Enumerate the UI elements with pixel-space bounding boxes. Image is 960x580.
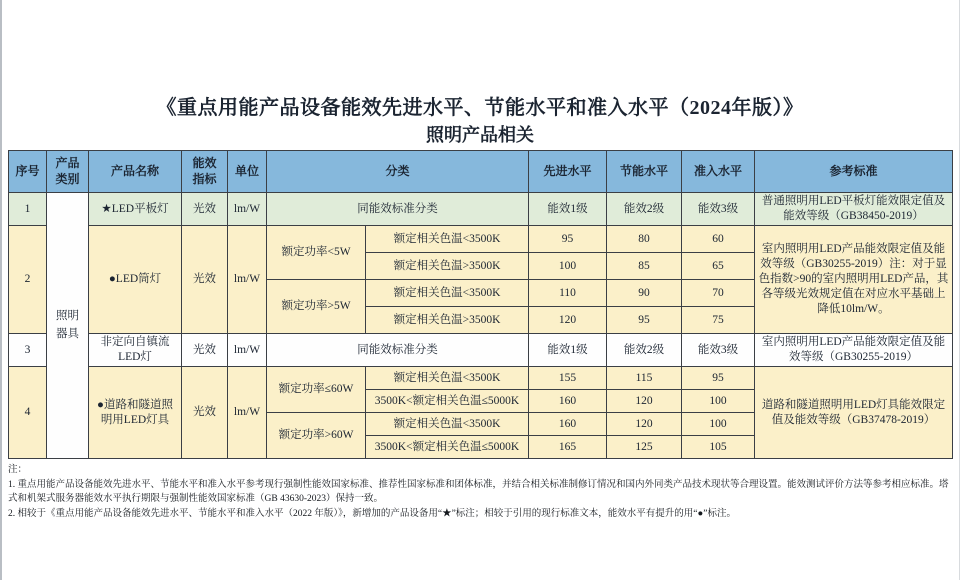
footnotes: [8, 463, 954, 521]
cell-advanced-value: 100: [529, 253, 607, 280]
cell-cct-range: 额定相关色温>3500K: [366, 253, 529, 280]
cell-reference-standard: 道路和隧道照明用LED灯具能效限定值及能效等级（GB37478-2019）: [755, 367, 953, 459]
cell-entry-value: 105: [682, 436, 755, 459]
cell-classification: 同能效标准分类: [267, 193, 529, 226]
screen-left-edge: [0, 0, 2, 580]
cell-cct-range: 额定相关色温>3500K: [366, 307, 529, 334]
document-title-line1: 《重点用能产品设备能效先进水平、节能水平和准入水平（2024年版）》: [156, 97, 804, 119]
cell-advanced-value: 155: [529, 367, 607, 390]
product-category-label: 照明器具: [56, 310, 79, 340]
cell-saving-value: 115: [607, 367, 682, 390]
cell-power-group: 额定功率≤60W: [267, 367, 366, 413]
header-seq: 序号: [9, 151, 47, 193]
cell-entry-value: 100: [682, 390, 755, 413]
table-header-row: [9, 151, 953, 193]
cell-saving-value: 95: [607, 307, 682, 334]
cell-power-group: 额定功率<5W: [267, 226, 366, 280]
footnote-item-2: 2. 相较于《重点用能产品设备能效先进水平、节能水平和准入水平（2022 年版）》，新增加的产品设备用“★”标注；相较于引用的现行标准文本，能效水平有提升的用“●”标注。: [8, 508, 736, 519]
cell-saving-value: 能效2级: [607, 334, 682, 367]
cell-product-category: [47, 193, 89, 459]
cell-advanced-value: 95: [529, 226, 607, 253]
header-advanced-level: 先进水平: [529, 151, 607, 193]
cell-entry-value: 能效3级: [682, 334, 755, 367]
cell-advanced-value: 110: [529, 280, 607, 307]
cell-seq: 1: [9, 193, 47, 226]
cell-cct-range: 额定相关色温<3500K: [366, 226, 529, 253]
cell-cct-range: 额定相关色温<3500K: [366, 367, 529, 390]
table-row: [9, 334, 953, 367]
cell-product-name: ●道路和隧道照明用LED灯具: [89, 367, 182, 459]
cell-cct-range: 额定相关色温<3500K: [366, 413, 529, 436]
cell-reference-standard: 室内照明用LED产品能效限定值及能效等级（GB30255-2019）: [755, 334, 953, 367]
cell-power-group: 额定功率>60W: [267, 413, 366, 459]
cell-seq: 3: [9, 334, 47, 367]
document-title: [0, 94, 960, 148]
footnote-item-1: 1. 重点用能产品设备能效先进水平、节能水平和准入水平参考现行强制性能效国家标准、推荐性国家标准和团体标准，并结合相关标准制修订情况和国内外同类产品技术现状等合理设置。能效测试评价方法等参考相应标准。塔式和机架式服务器能效水平执行期限与强制性能效国家标准（GB 43630-2023）保持一致。: [8, 479, 949, 504]
cell-cct-range: 3500K<额定相关色温≤5000K: [366, 390, 529, 413]
cell-indicator: 光效: [182, 226, 228, 334]
cell-classification: 同能效标准分类: [267, 334, 529, 367]
cell-entry-value: 100: [682, 413, 755, 436]
cell-advanced-value: 能效1级: [529, 193, 607, 226]
cell-product-name: 非定向自镇流LED灯: [89, 334, 182, 367]
header-unit: 单位: [228, 151, 267, 193]
cell-unit: lm/W: [228, 226, 267, 334]
cell-advanced-value: 165: [529, 436, 607, 459]
cell-saving-value: 120: [607, 413, 682, 436]
header-product-name: 产品名称: [89, 151, 182, 193]
cell-indicator: 光效: [182, 367, 228, 459]
header-classification: 分类: [267, 151, 529, 193]
cell-cct-range: 额定相关色温<3500K: [366, 280, 529, 307]
header-reference-standard: 参考标准: [755, 151, 953, 193]
table-row: [9, 226, 953, 253]
cell-advanced-value: 160: [529, 390, 607, 413]
cell-advanced-value: 能效1级: [529, 334, 607, 367]
document-title-line2: 照明产品相关: [426, 125, 534, 145]
cell-indicator: 光效: [182, 193, 228, 226]
cell-product-name: ★LED平板灯: [89, 193, 182, 226]
cell-saving-value: 120: [607, 390, 682, 413]
header-category: 产品类别: [47, 151, 89, 193]
cell-seq: 2: [9, 226, 47, 334]
cell-saving-value: 125: [607, 436, 682, 459]
cell-product-name: ●LED筒灯: [89, 226, 182, 334]
cell-advanced-value: 120: [529, 307, 607, 334]
table-row: [9, 193, 953, 226]
cell-advanced-value: 160: [529, 413, 607, 436]
cell-reference-standard: 普通照明用LED平板灯能效限定值及能效等级（GB38450-2019）: [755, 193, 953, 226]
cell-unit: lm/W: [228, 334, 267, 367]
header-saving-level: 节能水平: [607, 151, 682, 193]
cell-saving-value: 能效2级: [607, 193, 682, 226]
cell-entry-value: 70: [682, 280, 755, 307]
cell-unit: lm/W: [228, 367, 267, 459]
header-indicator: 能效指标: [182, 151, 228, 193]
table-row: [9, 367, 953, 390]
energy-efficiency-table: [8, 150, 953, 459]
cell-unit: lm/W: [228, 193, 267, 226]
cell-reference-standard: 室内照明用LED产品能效限定值及能效等级（GB30255-2019）注：对于显色指数>90的室内照明用LED产品，其各等级光效规定值在对应水平基础上降低10lm/W。: [755, 226, 953, 334]
cell-indicator: 光效: [182, 334, 228, 367]
cell-saving-value: 90: [607, 280, 682, 307]
cell-power-group: 额定功率>5W: [267, 280, 366, 334]
cell-cct-range: 3500K<额定相关色温≤5000K: [366, 436, 529, 459]
header-entry-level: 准入水平: [682, 151, 755, 193]
cell-entry-value: 能效3级: [682, 193, 755, 226]
cell-seq: 4: [9, 367, 47, 459]
cell-entry-value: 75: [682, 307, 755, 334]
cell-saving-value: 85: [607, 253, 682, 280]
cell-saving-value: 80: [607, 226, 682, 253]
cell-entry-value: 95: [682, 367, 755, 390]
cell-entry-value: 65: [682, 253, 755, 280]
footnote-label: 注：: [8, 465, 28, 475]
cell-entry-value: 60: [682, 226, 755, 253]
